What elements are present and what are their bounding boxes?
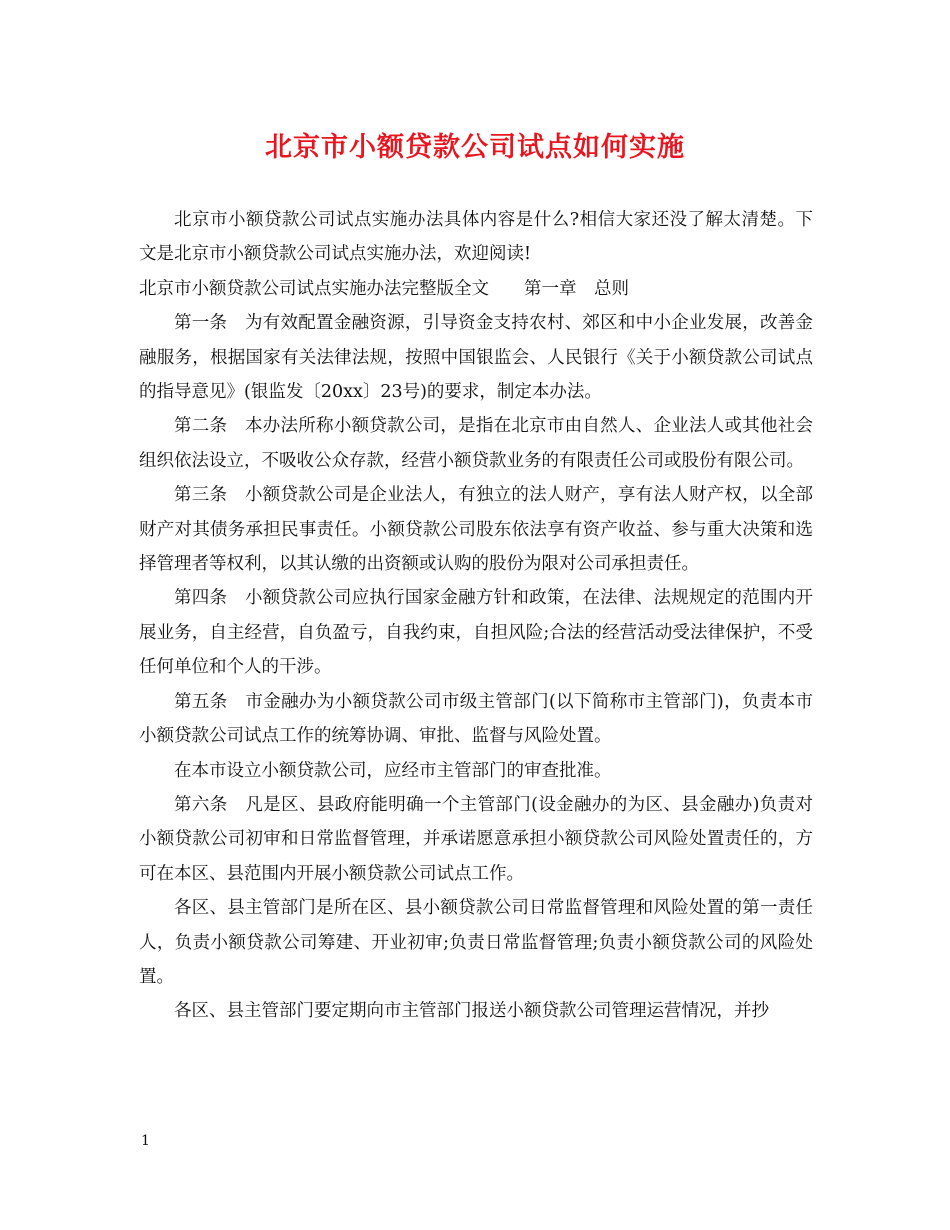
paragraph-article-1: 第一条 为有效配置金融资源，引导资金支持农村、郊区和中小企业发展，改善金融服务，根据国家有关法律法规，按照中国银监会、人民银行《关于小额贷款公司试点的指导意见》(银监发〔20xx〕23号)的要求，制定本办法。 <box>139 313 813 403</box>
paragraph-article-5-approval: 在本市设立小额贷款公司，应经市主管部门的审查批准。 <box>174 760 612 781</box>
paragraph-article-4: 第四条 小额贷款公司应执行国家金融方针和政策，在法律、法规规定的范围内开展业务，自主经营，自负盈亏，自我约束，自担风险;合法的经营活动受法律保护，不受任何单位和个人的干涉。 <box>139 588 813 678</box>
document-body <box>139 203 813 1029</box>
paragraph-intro: 北京市小额贷款公司试点实施办法具体内容是什么?相信大家还没了解太清楚。下文是北京市小额贷款公司试点实施办法，欢迎阅读! <box>139 210 813 265</box>
page-number: 1 <box>141 1133 150 1149</box>
paragraph-article-3: 第三条 小额贷款公司是企业法人，有独立的法人财产，享有法人财产权，以全部财产对其债务承担民事责任。小额贷款公司股东依法享有资产收益、参与重大决策和选择管理者等权利，以其认缴的出资额或认购的股份为限对公司承担责任。 <box>139 485 813 575</box>
paragraph-district-responsibility: 各区、县主管部门是所在区、县小额贷款公司日常监督管理和风险处置的第一责任人，负责小额贷款公司筹建、开业初审;负责日常监督管理;负责小额贷款公司的风险处置。 <box>139 898 813 987</box>
paragraph-article-5: 第五条 市金融办为小额贷款公司市级主管部门(以下简称市主管部门)，负责本市小额贷款公司试点工作的统筹协调、审批、监督与风险处置。 <box>139 691 813 747</box>
paragraph-district-reporting: 各区、县主管部门要定期向市主管部门报送小额贷款公司管理运营情况，并抄 <box>174 1001 769 1022</box>
paragraph-article-2: 第二条 本办法所称小额贷款公司，是指在北京市由自然人、企业法人或其他社会组织依法设立，不吸收公众存款，经营小额贷款业务的有限责任公司或股份有限公司。 <box>139 416 813 471</box>
paragraph-chapter-heading: 北京市小额贷款公司试点实施办法完整版全文 第一章 总则 <box>139 278 629 299</box>
paragraph-article-6: 第六条 凡是区、县政府能明确一个主管部门(设金融办的为区、县金融办)负责对小额贷款公司初审和日常监督管理，并承诺愿意承担小额贷款公司风险处置责任的，方可在本区、县范围内开展小额贷款公司试点工作。 <box>139 794 813 884</box>
document-title: 北京市小额贷款公司试点如何实施 <box>265 132 685 163</box>
